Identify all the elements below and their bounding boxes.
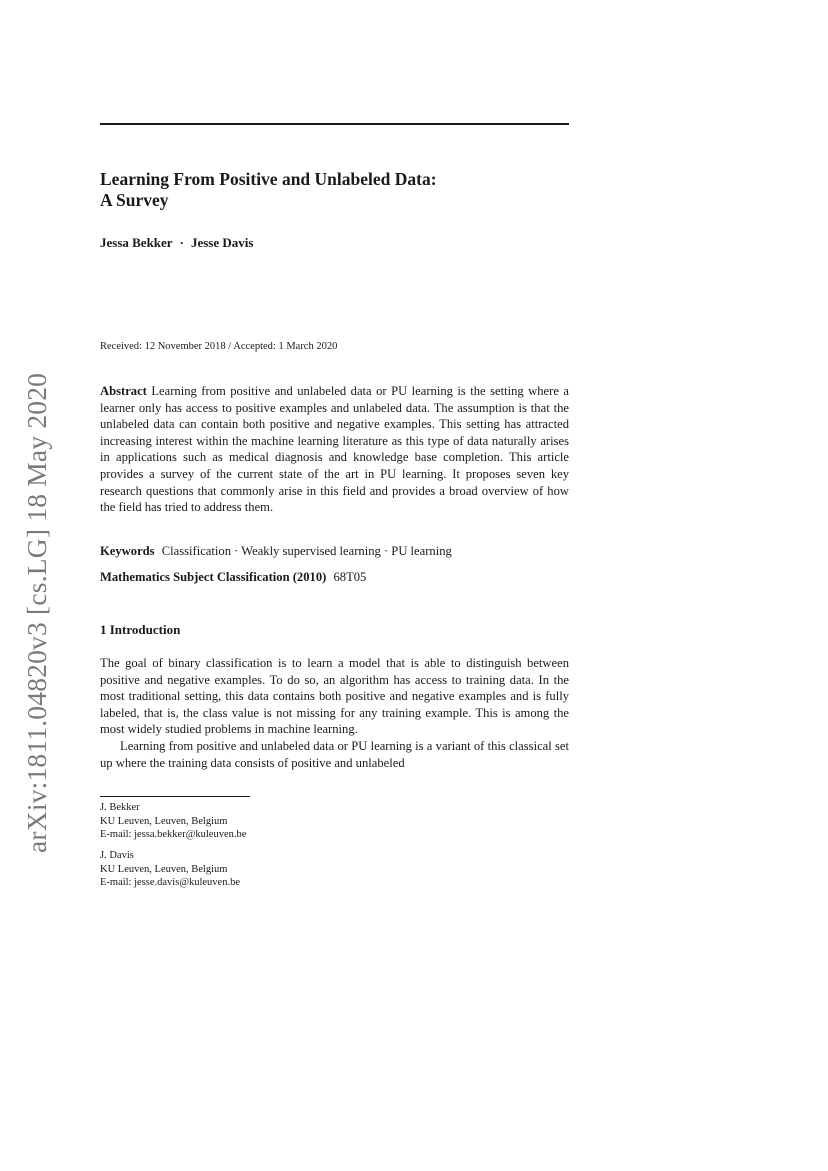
footnote-rule [100,796,250,797]
affiliation-name: J. Davis [100,850,134,861]
author-separator: · [179,235,184,250]
affiliation-email: E-mail: jessa.bekker@kuleuven.be [100,829,247,841]
affiliation-block [100,849,400,890]
paragraph: Learning from positive and unlabeled data or PU learning is a variant of this classical set up where the training data consists of positive and unlabeled [100,738,569,770]
author-name: Jessa Bekker [100,235,173,250]
top-rule [100,123,569,125]
affiliation-name: J. Bekker [100,802,140,813]
introduction-body [100,655,569,771]
msc-code: 68T05 [333,570,367,584]
abstract [100,383,569,516]
section-heading: 1 Introduction [100,622,181,637]
arxiv-side-stamp: arXiv:1811.04820v3 [cs.LG] 18 May 2020 [21,372,52,853]
received-date: Received: 12 November 2018 / Accepted: 1 March 2020 [100,341,338,352]
msc-label: Mathematics Subject Classification (2010) [100,570,327,584]
affiliation-email: E-mail: jesse.davis@kuleuven.be [100,877,241,889]
msc-classification [100,569,569,586]
author-list [100,234,253,251]
keywords-text: Classification · Weakly supervised learning · PU learning [161,544,452,558]
author-name: Jesse Davis [190,235,254,250]
affiliation-institution: KU Leuven, Leuven, Belgium [100,863,228,875]
paper-title [100,169,569,211]
title-line-1: Learning From Positive and Unlabeled Data: [100,169,437,189]
abstract-label: Abstract [100,384,147,398]
paragraph: The goal of binary classification is to learn a model that is able to distinguish between positive and negative examples. To do so, an algorithm has access to training data. In the most traditional setting, this data contains both positive and negative examples and is fully labeled, that is, the class value is not missing for any training example. This is among the most widely studied problems in machine learning. [100,656,569,737]
affiliation-block [100,801,400,842]
title-line-2: A Survey [100,190,169,210]
abstract-text: Learning from positive and unlabeled data or PU learning is the setting where a learner only has access to positive examples and unlabeled data. The assumption is that the unlabeled data can contain both positive and negative examples. This setting has attracted increasing interest within the machine learning literature as this type of data naturally arises in applications such as medical diagnosis and knowledge base completion. This article provides a survey of the current state of the art in PU learning. It proposes seven key research questions that commonly arise in this field and provides a broad overview of how the field has tried to address them. [100,384,569,515]
keywords [100,543,569,560]
keywords-label: Keywords [100,544,155,558]
affiliation-institution: KU Leuven, Leuven, Belgium [100,815,228,827]
